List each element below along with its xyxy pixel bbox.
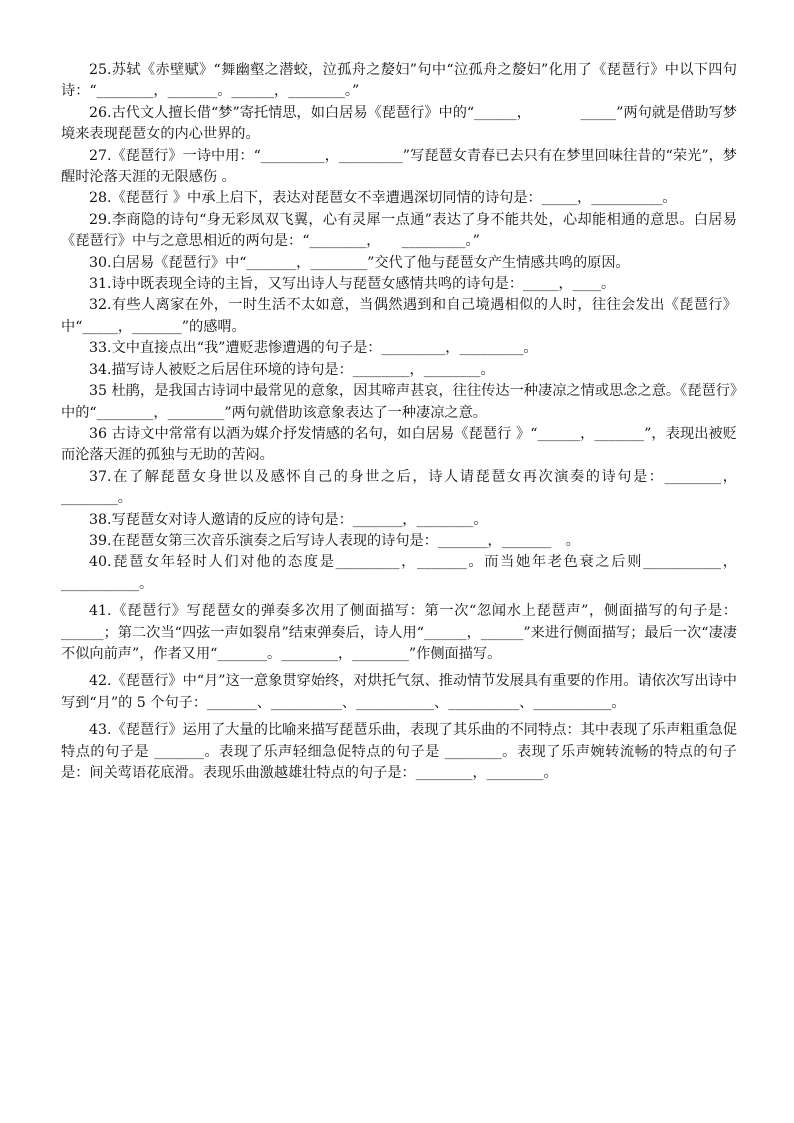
question-39: 39.在琵琶女第三次音乐演奏之后写诗人表现的诗句是：_______，_______ 。 bbox=[89, 532, 580, 549]
question-36: 36 古诗文中常常有以酒为媒介抒发情感的名句，如白居易《琵琶行 》“______，_______”，表现出被贬而沦落天涯的孤独与无助的苦闷。 bbox=[61, 425, 737, 464]
question-43: 43.《琵琶行》运用了大量的比喻来描写琵琶乐曲，表现了其乐曲的不同特点：其中表现了乐声粗重急促特点的句子是 _______。表现了乐声轻细急促特点的句子是 ________。表现了乐声婉转流畅的特点的句子是：间关莺语花底滑。表现乐曲激越雄壮特点的句子是：________，________。 bbox=[61, 722, 737, 781]
question-31: 31.诗中既表现全诗的主旨，又写出诗人与琵琶女感情共鸣的诗句是：_____，____。 bbox=[89, 276, 616, 293]
question-40: 40.琵琶女年轻时人们对他的态度是_________，_______。而当她年老色衰之后则___________，___________。 bbox=[61, 554, 737, 592]
question-33: 33.文中直接点出“我”遭贬悲惨遭遇的句子是：_________，_________。 bbox=[89, 340, 538, 357]
question-32: 32.有些人离家在外，一时生活不太如意，当偶然遇到和自己境遇相似的人时，往往会发出《琵琶行》中“_____，_______”的感喟。 bbox=[61, 297, 737, 335]
worksheet-page bbox=[61, 60, 737, 784]
question-29: 29.李商隐的诗句“身无彩凤双飞翼，心有灵犀一点通”表达了身不能共处，心却能相通的意思。白居易《琵琶行》中与之意思相近的两句是：“________， _________。” bbox=[61, 211, 737, 250]
question-38: 38.写琵琶女对诗人邀请的反应的诗句是：_______，________。 bbox=[89, 511, 488, 528]
question-28: 28.《琵琶行 》中承上启下，表达对琵琶女不幸遭遇深切同情的诗句是：_____，__________。 bbox=[89, 190, 677, 207]
question-34: 34.描写诗人被贬之后居住环境的诗句是：________，________。 bbox=[89, 361, 495, 378]
question-25: 25.苏轼《赤壁赋》“舞幽壑之潜蛟，泣孤舟之嫠妇”句中“泣孤舟之嫠妇”化用了《琵琶行》中以下四句诗：“________，_______。______，________。” bbox=[61, 62, 737, 100]
question-30: 30.白居易《琵琶行》中“_______，________”交代了他与琵琶女产生情感共鸣的原因。 bbox=[89, 254, 630, 271]
question-35: 35 杜鹃，是我国古诗词中最常见的意象，因其啼声甚哀，往往传达一种凄凉之情或思念之意。《琵琶行》中的“________，________”两句就借助该意象表达了一种凄凉之意。 bbox=[61, 383, 737, 421]
question-42: 42.《琵琶行》中“月”这一意象贯穿始终，对烘托气氛、推动情节发展具有重要的作用。请依次写出诗中写到“月”的 5 个句子：_______、__________、___________、__________、___________。 bbox=[61, 673, 737, 711]
question-37: 37.在了解琵琶女身世以及感怀自己的身世之后，诗人请琵琶女再次演奏的诗句是：________，________。 bbox=[61, 468, 737, 507]
question-41: 41.《琵琶行》写琵琶女的弹奏多次用了侧面描写：第一次“忽闻水上琵琶声”，侧面描写的句子是：______；第二次当“四弦一声如裂帛”结束弹奏后，诗人用“______，______”来进行侧面描写；最后一次“凄凄不似向前声”，作者又用“_______。________，________”作侧面描写。 bbox=[61, 603, 737, 662]
question-26: 26.古代文人擅长借“梦”寄托情思，如白居易《琵琶行》中的“______， _____”两句就是借助写梦境来表现琵琶女的内心世界的。 bbox=[61, 104, 737, 143]
question-27: 27.《琵琶行》一诗中用：“_________，_________”写琵琶女青春已去只有在梦里回味往昔的“荣光”，梦醒时沦落天涯的无限感伤 。 bbox=[61, 147, 737, 186]
